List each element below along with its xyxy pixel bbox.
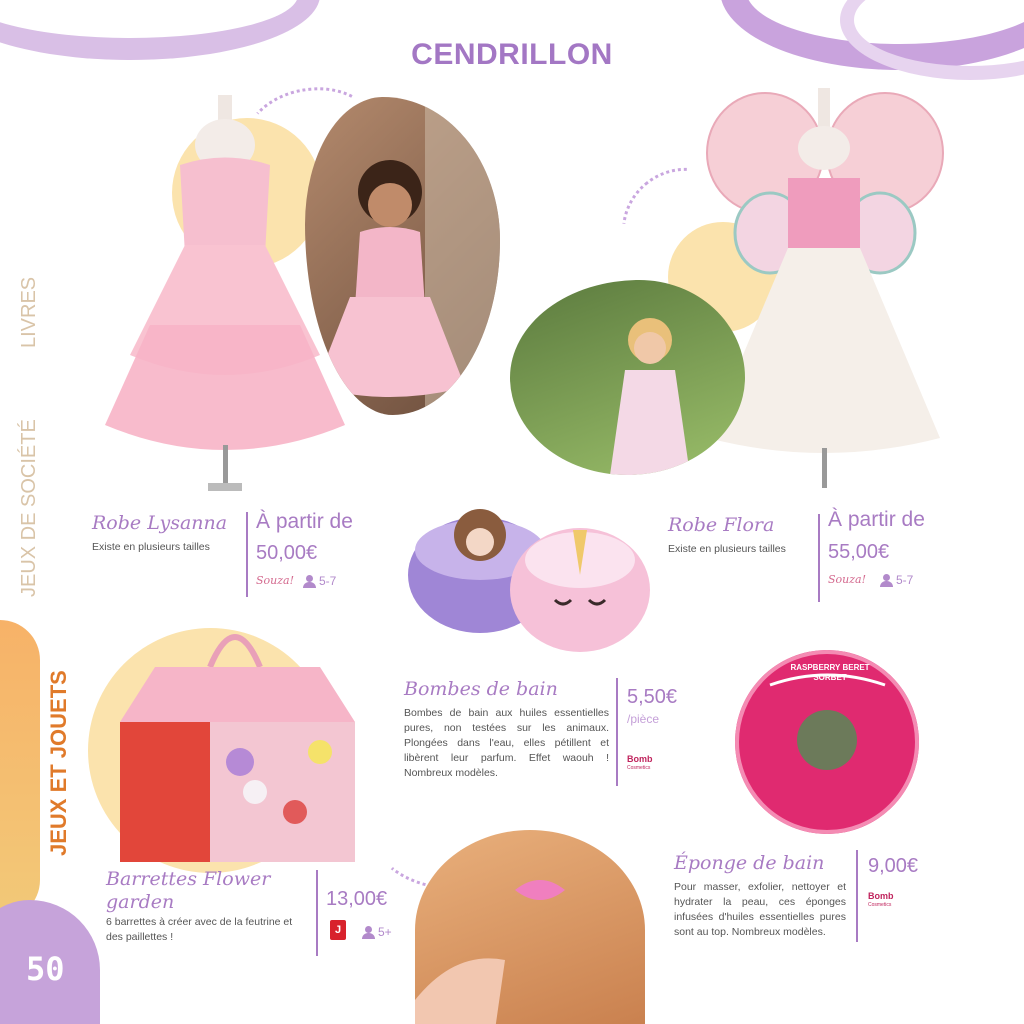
barrettes-box-image <box>115 612 360 862</box>
child-icon <box>880 574 893 587</box>
girl-flora-photo <box>510 280 745 475</box>
product-desc-eponge: Pour masser, exfolier, nettoyer et hydrater la peau, ces éponges infusées d'huiles essentielles pures sont au top. Nombreux modèles. <box>674 881 846 938</box>
decor-orange-band <box>0 620 40 920</box>
price-prefix-lysanna: À partir de <box>256 510 353 533</box>
brand-bomb-bombes: Bomb Cosmetics <box>627 754 653 771</box>
price-bar-eponge <box>856 850 858 942</box>
product-name-flora: Robe Flora <box>668 514 775 536</box>
sponge-package-text: RASPBERRY BERET SORBET <box>790 663 870 682</box>
product-name-lysanna: Robe Lysanna <box>92 512 228 534</box>
age-flora: 5-7 <box>880 573 913 587</box>
tab-jeux-de-societe[interactable]: JEUX DE SOCIÉTÉ <box>18 419 40 597</box>
price-eponge: 9,00€ <box>868 855 919 877</box>
age-lysanna: 5-7 <box>303 574 336 588</box>
bath-bombs-image <box>405 490 655 660</box>
price-bombes: 5,50€ <box>627 686 678 708</box>
page-title: CENDRILLON <box>411 38 613 71</box>
product-desc-flora: Existe en plusieurs tailles <box>668 543 786 555</box>
price-bar-flora <box>818 514 820 602</box>
brand-souza-lysanna: Souza! <box>256 574 295 587</box>
child-icon <box>303 575 316 588</box>
tab-jeux-et-jouets[interactable]: JEUX ET JOUETS <box>46 670 71 856</box>
price-bar-lysanna <box>246 512 248 597</box>
page-number: 50 <box>26 950 65 988</box>
product-name-eponge: Éponge de bain <box>674 852 825 874</box>
girl-lysanna-photo <box>305 97 500 415</box>
sponge-image <box>730 645 925 840</box>
brand-janod-logo: J <box>330 920 346 940</box>
price-bar-barrettes <box>316 870 318 956</box>
price-flora: 55,00€ <box>828 541 890 563</box>
price-prefix-flora: À partir de <box>828 508 925 531</box>
unit-bombes: /pièce <box>627 712 660 726</box>
product-name-barrettes: Barrettes Flower garden <box>106 868 271 913</box>
dress-flora-image <box>700 88 950 498</box>
tab-livres[interactable]: LIVRES <box>18 276 40 348</box>
price-lysanna: 50,00€ <box>256 542 318 564</box>
product-desc-barrettes: 6 barrettes à créer avec de la feutrine et des paillettes ! <box>106 916 293 943</box>
age-barrettes: 5+ <box>362 925 392 939</box>
product-desc-lysanna: Existe en plusieurs tailles <box>92 541 210 553</box>
child-icon <box>362 926 375 939</box>
product-name-bombes: Bombes de bain <box>404 678 558 700</box>
price-barrettes: 13,00€ <box>326 888 388 910</box>
brand-bomb-eponge: Bomb Cosmetics <box>868 891 894 908</box>
hair-clip-photo <box>415 830 645 1024</box>
price-bar-bombes <box>616 678 618 786</box>
product-desc-bombes: Bombes de bain aux huiles essentielles pures, non testées sur les animaux. Plongées dans l'eau, elles pétillent et libèrent leur parfum. Effet waouh ! Nombreux modèles. <box>404 707 609 779</box>
brand-souza-flora: Souza! <box>828 573 867 586</box>
